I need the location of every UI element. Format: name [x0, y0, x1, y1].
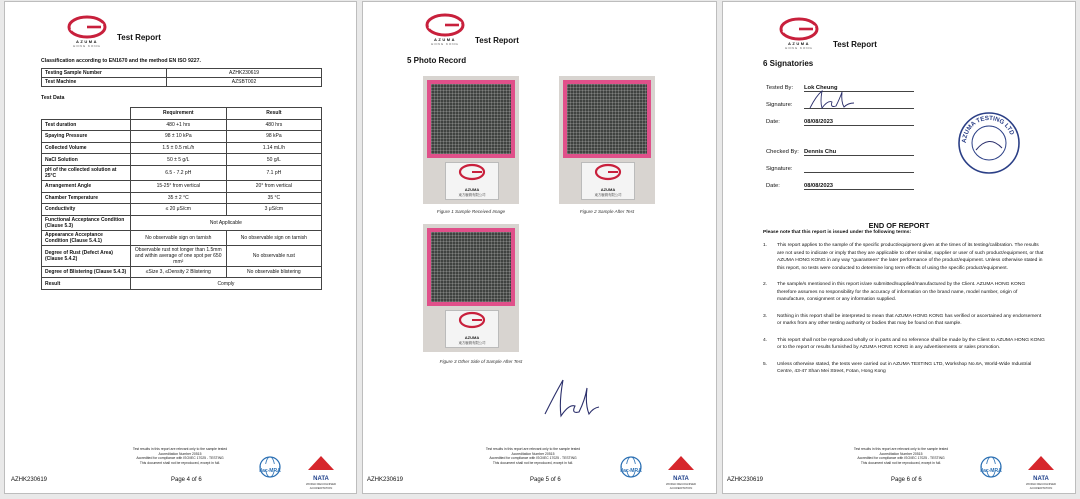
ilac-mra-badge [976, 455, 1006, 485]
logo-sub: HONG KONG [785, 46, 813, 50]
table-header-row [42, 108, 322, 120]
term-text: This report shall not be reproduced wholly or in parts and no reference shall be made by the Client to AZUMA HONG KONG or to the report or results furnished by AZUMA HONG KONG in any advertisements or sales promotion. [777, 337, 1045, 350]
signature-label: Signature: [766, 102, 793, 108]
nata-badge [666, 455, 696, 490]
list-item [763, 337, 1045, 352]
id-value: AZHK230619 [167, 69, 322, 78]
term-text: This report applies to the sample of the specific product/equipment given at the times of its testing/calibration. The results are not used to indicate or imply that they are applicable to other similar, supplier or user of such product/equipment, or that AZUMA HONG KONG in any way "guarantees" the later performance of the product/equipment. Unless otherwise stated in this report, no tests were conducted to determine long term effects of using the specific product/equipment. [777, 243, 1044, 271]
label-brand: AZUMA [464, 335, 480, 340]
term-number: 4. [763, 337, 768, 343]
azuma-logo-mark [582, 163, 634, 181]
row-result: No observable blistering [226, 266, 321, 278]
header-result: Result [226, 108, 321, 120]
handwritten-signature [541, 374, 601, 424]
footer-report-id: AZHK230619 [367, 477, 404, 483]
page-number: Page 5 of 6 [530, 477, 561, 483]
logo-sub: HONG KONG [431, 42, 459, 46]
date-label: Date: [766, 119, 780, 125]
row-label: Degree of Rust (Defect Area) (Clause 5.4.2) [42, 245, 131, 266]
table-row [42, 119, 322, 131]
row-result: 3 μS/cm [226, 204, 321, 216]
footer-note-line: Test results in this report are relevant only to the sample tested [853, 447, 949, 452]
footer-note [110, 447, 250, 465]
nata-sub: WORLD RECOGNISED ACCREDITATION [1026, 482, 1056, 490]
checked-by-label: Checked By: [766, 149, 799, 155]
table-row [42, 180, 322, 192]
table-row [42, 245, 322, 266]
nata-label: NATA [1033, 476, 1049, 482]
azuma-logo [415, 12, 475, 52]
label-brand: AZUMA [464, 187, 480, 192]
checked-date-row [766, 183, 914, 190]
ilac-globe-icon [616, 455, 646, 479]
row-result: 98 kPa [226, 131, 321, 143]
checked-date: 08/08/2023 [804, 183, 914, 190]
signature-line [804, 166, 914, 173]
azuma-logo-mark [415, 12, 475, 38]
footer-note [463, 447, 603, 465]
row-label: Collected Volume [42, 142, 131, 154]
table-row [42, 266, 322, 278]
footer-note [831, 447, 971, 465]
page-number: Page 4 of 6 [171, 477, 202, 483]
azuma-logo-mark [446, 311, 498, 329]
list-item [763, 361, 1045, 376]
table-row [42, 142, 322, 154]
footer-note-line: This document shall not be reproduced, except in full. [492, 460, 574, 465]
report-page-4 [4, 1, 357, 494]
page-number: Page 6 of 6 [891, 477, 922, 483]
row-label: NaCl Solution [42, 154, 131, 166]
tested-date: 08/08/2023 [804, 119, 914, 126]
sample-label [445, 162, 499, 200]
nata-badge [1026, 455, 1056, 490]
report-title: Test Report [117, 33, 161, 42]
row-label: Spaying Pressure [42, 131, 131, 143]
figure-caption: Figure 3 Other Side of Sample After Test [439, 359, 523, 364]
mesh-sample [427, 80, 515, 158]
checked-by-name: Dennis Chu [804, 149, 914, 156]
sample-label [445, 310, 499, 348]
label-brand: AZUMA [600, 187, 616, 192]
term-text: Unless otherwise stated, the tests were carried out in AZUMA TESTING LTD, Workshop No.6A, World-Wide Industrial Centre, 43-47 Shan Mei Street, Fotan, Hong Kong [777, 361, 1032, 374]
nata-label: NATA [313, 476, 329, 482]
row-result: 7.1 pH [226, 165, 321, 180]
footer-note-line: Test results in this report are relevant only to the sample tested [485, 447, 581, 452]
term-number: 1. [763, 243, 768, 248]
section-title: 6 Signatories [763, 59, 814, 68]
footer-note-line: This document shall not be reproduced, except in full. [139, 460, 221, 465]
id-label: Test Machine [42, 78, 167, 87]
footer-report-id: AZHK230619 [11, 477, 48, 483]
end-of-report-title: END OF REPORT [868, 221, 930, 230]
test-data-table [41, 107, 322, 290]
logo-sub: HONG KONG [73, 44, 101, 48]
row-result: No observable rust [226, 245, 321, 266]
row-requirement: Observable rust not longer than 1.5mm and within average of one spot per 650 mm² [130, 245, 226, 266]
ilac-label: ilac-MRA [980, 468, 1002, 474]
term-number: 2. [763, 282, 768, 287]
mesh-sample [563, 80, 651, 158]
tested-by-label: Tested By: [766, 85, 794, 91]
logo-name: AZUMA [76, 39, 98, 44]
footer-note-line: Accredited for compliance with ISO/IEC 17025 - TESTING [857, 456, 945, 461]
result-value: Comply [130, 278, 321, 290]
label-chinese: 東方驗測有限公司 [594, 193, 622, 197]
row-requirement: ≤Size 3, ≤Density 2 Blistering [130, 266, 226, 278]
report-title: Test Report [833, 40, 877, 49]
mesh-sample [427, 228, 515, 306]
table-row [42, 230, 322, 245]
figure-caption: Figure 1 Sample Received Image [436, 209, 506, 214]
sample-label [581, 162, 635, 200]
nata-triangle-icon [1026, 455, 1056, 471]
list-item [763, 313, 1045, 328]
figure-caption: Figure 2 Sample After Test [579, 209, 635, 214]
term-number: 3. [763, 313, 768, 319]
row-label: Result [42, 278, 131, 290]
ilac-label: ilac-MRA [259, 468, 281, 474]
term-text: Nothing in this report shall be interpreted to mean that AZUMA HONG KONG has verified or ascertained any endorsement or marks from any other testing authority or bodies that may be found on that sample. [777, 313, 1042, 326]
row-requirement: No observable sign on tarnish [130, 230, 226, 245]
row-label: Arrangement Angle [42, 180, 131, 192]
handwritten-signature [808, 88, 856, 112]
row-result: 50 g/L [226, 154, 321, 166]
table-row [42, 154, 322, 166]
label-chinese: 東方驗測有限公司 [458, 193, 486, 197]
company-seal-stamp [956, 110, 1022, 176]
row-label: Conductivity [42, 204, 131, 216]
sample-id-table [41, 68, 322, 87]
footer-note-line: Accredited for compliance with ISO/IEC 17025 - TESTING [489, 456, 577, 461]
ilac-globe-icon [255, 455, 285, 479]
section-title: 5 Photo Record [407, 56, 467, 65]
list-item [763, 281, 1045, 304]
nata-triangle-icon [666, 455, 696, 471]
row-result: 35 °C [226, 192, 321, 204]
table-row [42, 278, 322, 290]
row-label: Degree of Blistering (Clause 5.4.3) [42, 266, 131, 278]
row-label: Chamber Temperature [42, 192, 131, 204]
nata-label: NATA [673, 476, 689, 482]
row-label: pH of the collected solution at 25°C [42, 165, 131, 180]
row-requirement: 6.5 - 7.2 pH [130, 165, 226, 180]
footer-note-line: Test results in this report are relevant only to the sample tested [132, 447, 228, 452]
ilac-mra-badge [255, 455, 285, 485]
tested-date-row [766, 119, 914, 126]
row-label: Functional Acceptance Condition (Clause 5.3) [42, 215, 131, 230]
label-chinese: 東方驗測有限公司 [458, 341, 486, 345]
row-result: 480 hrs [226, 119, 321, 131]
table-row [42, 192, 322, 204]
footer-note-line: Accreditation Number 20515 [879, 451, 923, 456]
checked-by-row [766, 149, 914, 156]
azuma-logo-mark [769, 16, 829, 42]
table-row [42, 69, 322, 78]
footer-report-id: AZHK230619 [727, 477, 764, 483]
logo-name: AZUMA [434, 37, 456, 42]
footer-note-line: Accreditation Number 20515 [158, 451, 202, 456]
azuma-logo [769, 16, 829, 56]
table-row [42, 165, 322, 180]
row-label: Test duration [42, 119, 131, 131]
table-row [42, 215, 322, 230]
row-requirement: 35 ± 2 °C [130, 192, 226, 204]
row-label: Appearance Acceptance Condition (Clause 5.4.1) [42, 230, 131, 245]
stamp-text: AZUMA TESTING LTD [960, 114, 1016, 144]
terms-list [763, 242, 1045, 385]
report-page-5 [362, 1, 717, 494]
ilac-mra-badge [616, 455, 646, 485]
terms-notice: Please note that this report is issued under the following terms: [763, 230, 912, 235]
footer-note-line: This document shall not be reproduced, except in full. [860, 460, 942, 465]
row-requirement: 98 ± 10 kPa [130, 131, 226, 143]
footer-note-line: Accredited for compliance with ISO/IEC 17025 - TESTING [136, 456, 224, 461]
id-value: AZSBT002 [167, 78, 322, 87]
row-result: 20° from vertical [226, 180, 321, 192]
sample-photo-2 [559, 76, 655, 204]
azuma-logo-mark [57, 14, 117, 40]
row-requirement: 1.5 ± 0.5 mL/h [130, 142, 226, 154]
azuma-logo [57, 14, 117, 54]
row-requirement: ≤ 20 μS/cm [130, 204, 226, 216]
table-row [42, 204, 322, 216]
azuma-logo-mark [446, 163, 498, 181]
row-requirement: 15-25° from vertical [130, 180, 226, 192]
table-row [42, 131, 322, 143]
row-result: No observable sign on tarnish [226, 230, 321, 245]
tested-by-name: Lok Cheung [804, 85, 914, 92]
row-requirement: 480 +1 hrs [130, 119, 226, 131]
classification-text: Classification according to EN1670 and the method EN ISO 9227. [41, 58, 201, 64]
test-data-title: Test Data [41, 95, 65, 101]
logo-name: AZUMA [788, 41, 810, 46]
footer-note-line: Accreditation Number 20515 [511, 451, 555, 456]
report-title: Test Report [475, 36, 519, 45]
table-row [42, 78, 322, 87]
row-value: Not Applicable [130, 215, 321, 230]
report-page-6 [722, 1, 1076, 494]
checked-signature-row [766, 166, 914, 173]
row-requirement: 50 ± 5 g/L [130, 154, 226, 166]
ilac-label: ilac-MRA [620, 468, 642, 474]
date-label: Date: [766, 183, 780, 189]
nata-triangle-icon [306, 455, 336, 471]
nata-sub: WORLD RECOGNISED ACCREDITATION [666, 482, 696, 490]
row-result: 1.14 mL/h [226, 142, 321, 154]
nata-badge [306, 455, 336, 490]
term-number: 5. [763, 361, 768, 367]
list-item [763, 242, 1045, 272]
ilac-globe-icon [976, 455, 1006, 479]
sample-photo-3 [423, 224, 519, 352]
sample-photo-1 [423, 76, 519, 204]
nata-sub: WORLD RECOGNISED ACCREDITATION [306, 482, 336, 490]
term-text: The sample/s mentioned in this report is/are submitted/supplied/manufactured by the Client. AZUMA HONG KONG therefore assumes no responsibility for the accuracy of information on the brand name, model number, origin of manufacture, consignment or any information supplied. [777, 282, 1026, 302]
id-label: Testing Sample Number [42, 69, 167, 78]
header-requirement: Requirement [130, 108, 226, 120]
signature-label: Signature: [766, 166, 793, 172]
